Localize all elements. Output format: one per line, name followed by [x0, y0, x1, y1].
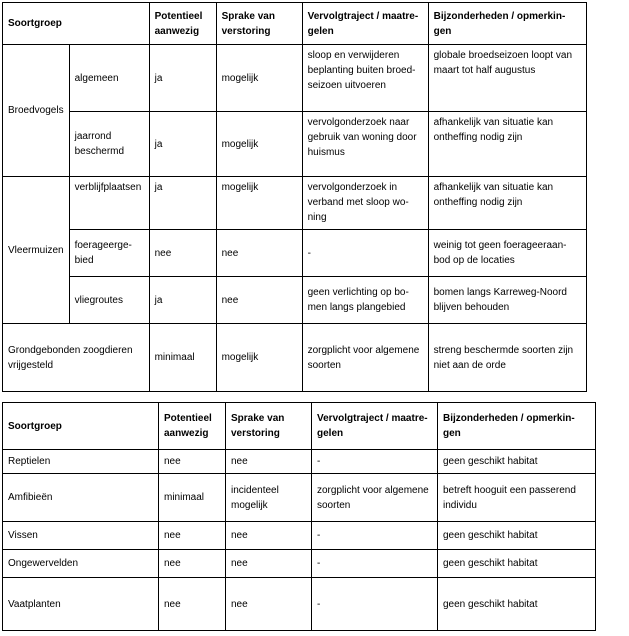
group-cell: Reptielen [3, 450, 159, 474]
sprake-cell: nee [226, 550, 312, 578]
table-row [3, 522, 596, 550]
group-cell: Ongewervelden [3, 550, 159, 578]
sprake-cell: mogelijk [216, 112, 302, 177]
vervolg-cell: - [312, 550, 438, 578]
group-broedvogels: Broedvogels [3, 45, 70, 177]
sprake-cell: nee [216, 230, 302, 277]
sprake-cell: nee [226, 522, 312, 550]
soortgroep-table-1 [2, 2, 587, 392]
soortgroep-table-2 [2, 402, 596, 631]
group-cell: Vaatplanten [3, 578, 159, 631]
bijz-cell: geen geschikt habitat [438, 578, 596, 631]
vervolg-cell: - [302, 230, 428, 277]
sprake-cell: mogelijk [216, 324, 302, 392]
table-row [3, 474, 596, 522]
bijz-cell: streng beschermde soorten zijn niet aan de orde [428, 324, 586, 392]
table-row [3, 177, 587, 230]
header-sprake: Sprake van verstoring [226, 403, 312, 450]
vervolg-cell: zorgplicht voor algemene soorten [302, 324, 428, 392]
potentieel-cell: ja [149, 177, 216, 230]
vervolg-cell: sloop en verwijderen beplanting buiten broed- seizoen uitvoeren [302, 45, 428, 112]
bijz-cell: geen geschikt habitat [438, 550, 596, 578]
potentieel-cell: nee [159, 522, 226, 550]
header-soortgroep: Soortgroep [3, 403, 159, 450]
vervolg-cell: - [312, 522, 438, 550]
table-row [3, 450, 596, 474]
sub-cell: jaarrond beschermd [69, 112, 149, 177]
bijz-cell: weinig tot geen foerageeraan- bod op de locaties [428, 230, 586, 277]
header-sprake: Sprake van verstoring [216, 3, 302, 45]
table-row [3, 45, 587, 112]
sprake-cell: nee [216, 277, 302, 324]
sprake-cell: nee [226, 450, 312, 474]
bijz-cell: globale broedseizoen loopt van maart tot half augustus [428, 45, 586, 112]
potentieel-cell: nee [159, 450, 226, 474]
bijz-cell: geen geschikt habitat [438, 522, 596, 550]
table-row [3, 324, 587, 392]
table-row [3, 112, 587, 177]
vervolg-cell: geen verlichting op bo- men langs plangebied [302, 277, 428, 324]
table-header-row [3, 403, 596, 450]
sub-cell: algemeen [69, 45, 149, 112]
table-header-row [3, 3, 587, 45]
sprake-cell: mogelijk [216, 177, 302, 230]
group-cell: Vissen [3, 522, 159, 550]
sub-cell: vliegroutes [69, 277, 149, 324]
header-potentieel: Potentieel aanwezig [159, 403, 226, 450]
sub-cell: verblijfplaatsen [69, 177, 149, 230]
sprake-cell: nee [226, 578, 312, 631]
vervolg-cell: zorgplicht voor algemene soorten [312, 474, 438, 522]
bijz-cell: afhankelijk van situatie kan ontheffing nodig zijn [428, 112, 586, 177]
table-row [3, 550, 596, 578]
bijz-cell: bomen langs Karreweg-Noord blijven behouden [428, 277, 586, 324]
header-bijzonderheden: Bijzonderheden / opmerkin- gen [438, 403, 596, 450]
potentieel-cell: minimaal [149, 324, 216, 392]
vervolg-cell: vervolgonderzoek in verband met sloop wo- ning [302, 177, 428, 230]
bijz-cell: geen geschikt habitat [438, 450, 596, 474]
header-bijzonderheden: Bijzonderheden / opmerkin- gen [428, 3, 586, 45]
potentieel-cell: ja [149, 277, 216, 324]
sprake-cell: incidenteel mogelijk [226, 474, 312, 522]
bijz-cell: betreft hooguit een passerend individu [438, 474, 596, 522]
potentieel-cell: nee [159, 578, 226, 631]
header-vervolgtraject: Vervolgtraject / maatre- gelen [312, 403, 438, 450]
vervolg-cell: - [312, 578, 438, 631]
potentieel-cell: minimaal [159, 474, 226, 522]
potentieel-cell: nee [149, 230, 216, 277]
table-row [3, 277, 587, 324]
potentieel-cell: nee [159, 550, 226, 578]
group-vleermuizen: Vleermuizen [3, 177, 70, 324]
table-row [3, 230, 587, 277]
header-vervolgtraject: Vervolgtraject / maatre- gelen [302, 3, 428, 45]
table-row [3, 578, 596, 631]
header-soortgroep: Soortgroep [3, 3, 150, 45]
group-cell: Amfibieën [3, 474, 159, 522]
vervolg-cell: - [312, 450, 438, 474]
group-grondgebonden: Grondgebonden zoogdieren vrijgesteld [3, 324, 150, 392]
potentieel-cell: ja [149, 45, 216, 112]
vervolg-cell: vervolgonderzoek naar gebruik van woning door huismus [302, 112, 428, 177]
potentieel-cell: ja [149, 112, 216, 177]
sprake-cell: mogelijk [216, 45, 302, 112]
header-potentieel: Potentieel aanwezig [149, 3, 216, 45]
sub-cell: foerageerge- bied [69, 230, 149, 277]
bijz-cell: afhankelijk van situatie kan ontheffing nodig zijn [428, 177, 586, 230]
